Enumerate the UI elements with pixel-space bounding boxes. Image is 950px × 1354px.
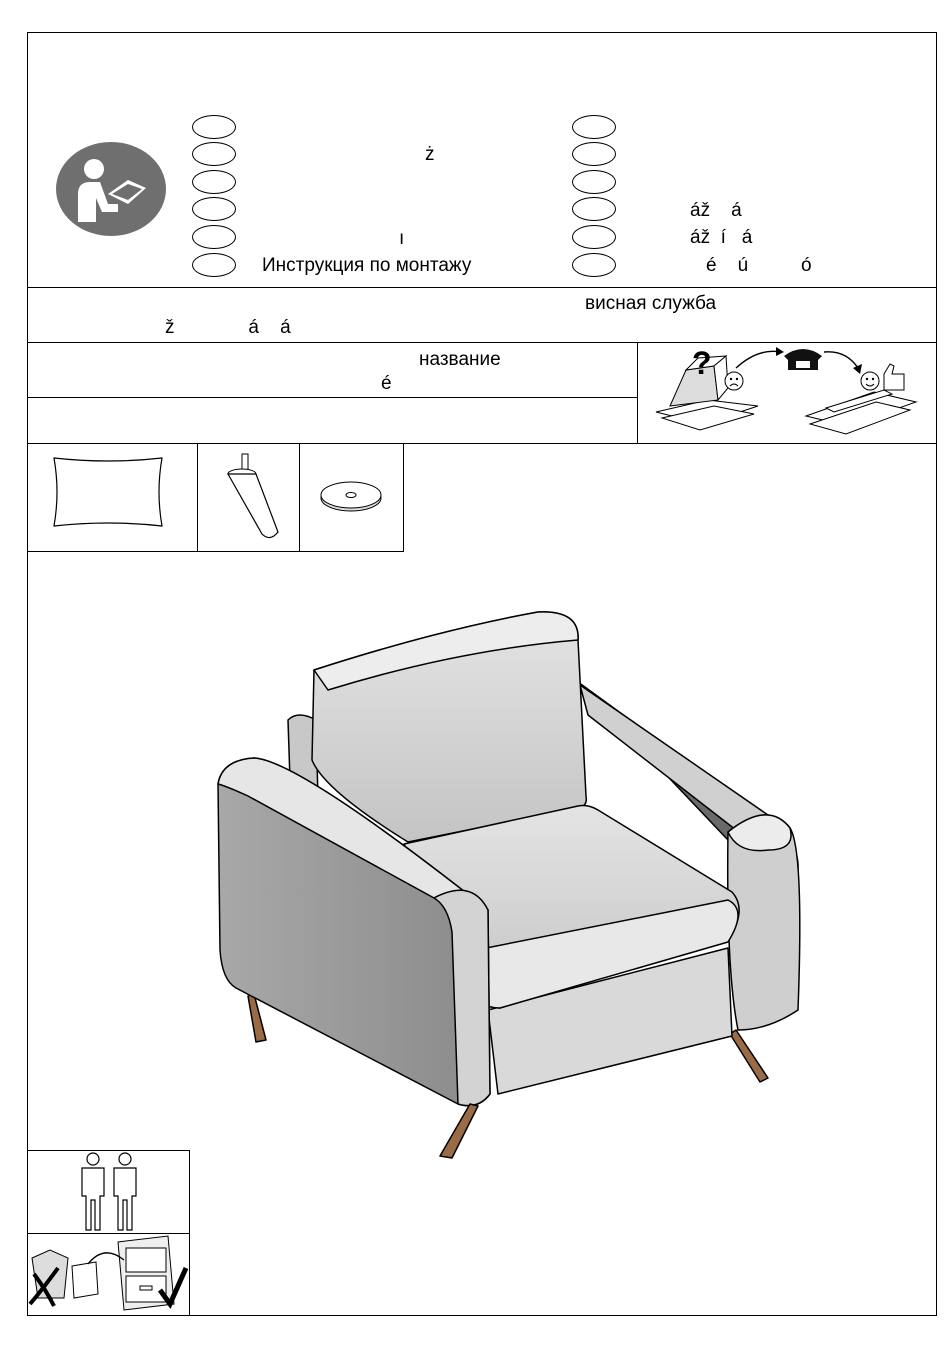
right-line-6: é ú ó <box>706 255 812 276</box>
language-oval <box>572 253 616 277</box>
read-manual-icon <box>56 142 166 236</box>
svg-text:?: ? <box>692 345 712 381</box>
service-line-2: ž á á <box>165 317 291 338</box>
leg-icon <box>222 452 282 542</box>
call-support-icon <box>648 344 930 440</box>
right-line-4: áž á <box>690 200 742 221</box>
language-oval <box>192 197 236 221</box>
washer-icon <box>318 476 384 516</box>
cushion-icon <box>48 454 168 532</box>
title-assembly-instructions: Инструкция по монтажу <box>262 255 472 276</box>
service-label: висная служба <box>585 293 717 314</box>
language-oval <box>192 253 236 277</box>
divider <box>189 1150 190 1316</box>
divider <box>27 397 638 398</box>
language-oval <box>192 142 236 166</box>
divider <box>27 443 937 444</box>
keep-manual-icon <box>28 1234 189 1314</box>
right-line-5: áž í á <box>690 227 753 248</box>
language-oval <box>572 170 616 194</box>
divider <box>403 443 404 551</box>
language-oval <box>572 115 616 139</box>
language-oval <box>192 115 236 139</box>
divider <box>197 443 198 551</box>
product-name-label: название <box>419 349 501 370</box>
two-persons-icon <box>76 1150 142 1232</box>
divider <box>27 342 937 343</box>
armchair-illustration <box>208 610 808 1165</box>
divider <box>299 443 300 551</box>
language-oval <box>572 225 616 249</box>
divider <box>27 287 937 288</box>
language-oval <box>192 170 236 194</box>
divider <box>27 551 404 552</box>
left-line-2: ż <box>425 144 435 165</box>
divider <box>637 342 638 443</box>
left-line-5: ı <box>399 228 405 249</box>
language-oval <box>572 142 616 166</box>
language-oval <box>572 197 616 221</box>
language-oval <box>192 225 236 249</box>
product-name-line-2: é <box>381 373 392 394</box>
